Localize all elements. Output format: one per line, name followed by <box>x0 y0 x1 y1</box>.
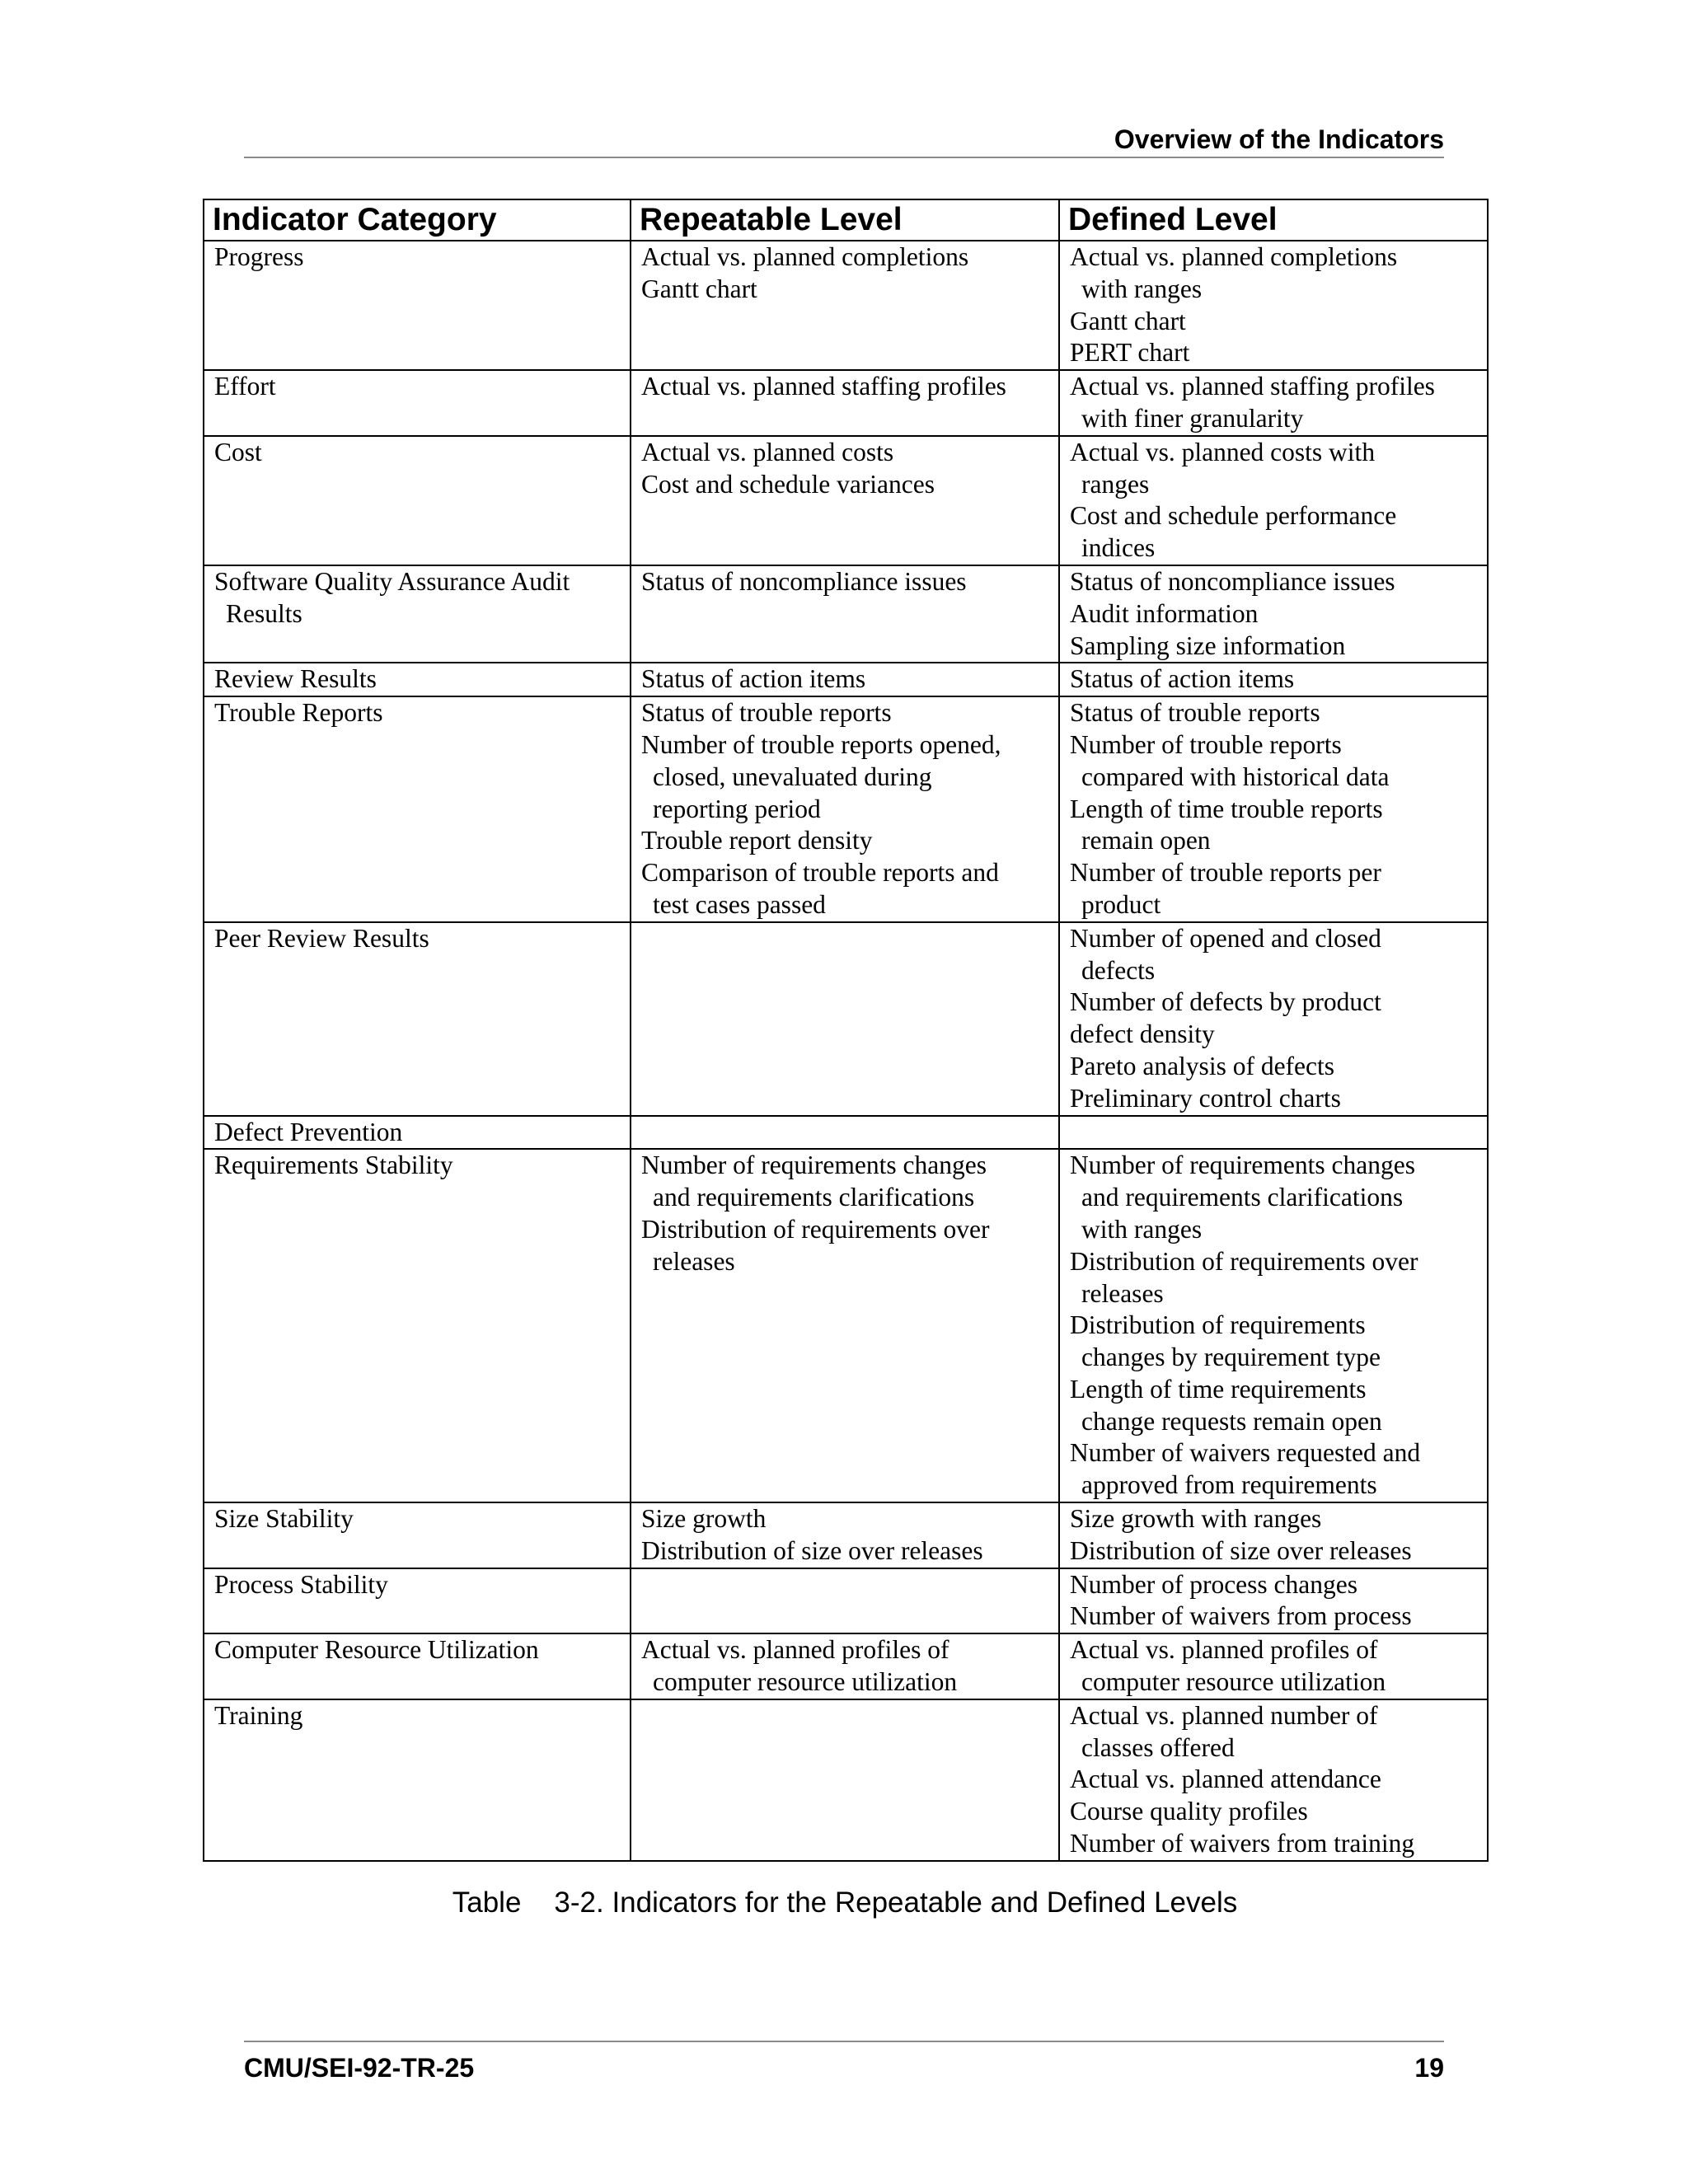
table-header <box>204 199 1488 241</box>
cell-line: Distribution of requirements over <box>1070 1246 1418 1276</box>
cell-line: Number of waivers from process <box>1070 1601 1412 1631</box>
cell-line: Software Quality Assurance Audit <box>214 566 570 596</box>
cell-line: Number of waivers requested and <box>1070 1438 1421 1468</box>
cell-line: compared with historical data <box>1081 762 1390 791</box>
cell-line: classes offered <box>1081 1732 1235 1762</box>
cell-line: Number of waivers from training <box>1070 1829 1415 1858</box>
cell-line: Status of trouble reports <box>1070 698 1320 728</box>
defined-cell <box>1059 241 1488 370</box>
cell-line: Status of noncompliance issues <box>641 566 967 596</box>
cell-line: Cost <box>214 437 262 466</box>
repeatable-cell <box>631 1502 1059 1568</box>
cell-line: Size growth with ranges <box>1070 1504 1322 1534</box>
cell-line: Number of requirements changes <box>641 1151 987 1180</box>
cell-line: Status of action items <box>1070 664 1295 694</box>
cell-line: Actual vs. planned attendance <box>1070 1765 1381 1794</box>
repeatable-cell <box>631 696 1059 922</box>
cell-line: computer resource utilization <box>1081 1667 1386 1697</box>
table-row <box>204 436 1488 565</box>
cell-line: change requests remain open <box>1081 1406 1382 1436</box>
defined-cell <box>1059 1502 1488 1568</box>
cell-line: with ranges <box>1081 274 1203 303</box>
cell-line: closed, unevaluated during <box>653 762 932 791</box>
cell-line: Results <box>226 598 302 628</box>
cell-line: ranges <box>1081 469 1150 499</box>
category-cell <box>204 1149 631 1502</box>
defined-cell <box>1059 1699 1488 1861</box>
cell-line: and requirements clarifications <box>1081 1183 1404 1212</box>
table-row <box>204 1502 1488 1568</box>
table-row <box>204 1699 1488 1861</box>
category-cell <box>204 565 631 663</box>
table-row <box>204 241 1488 370</box>
cell-line: Comparison of trouble reports and <box>641 858 999 888</box>
table-row <box>204 922 1488 1116</box>
defined-cell <box>1059 1116 1488 1150</box>
cell-line: Number of trouble reports <box>1070 729 1342 759</box>
cell-line: Number of process changes <box>1070 1569 1358 1599</box>
category-cell <box>204 696 631 922</box>
column-header-defined-level: Defined Level <box>1059 199 1488 241</box>
cell-line: Number of requirements changes <box>1070 1151 1415 1180</box>
cell-line: Size growth <box>641 1504 767 1534</box>
cell-line: with finer granularity <box>1081 403 1304 433</box>
defined-cell <box>1059 1568 1488 1634</box>
table-row <box>204 1568 1488 1634</box>
cell-line: Number of trouble reports per <box>1070 858 1381 888</box>
cell-line: Review Results <box>214 664 377 694</box>
cell-line: Defect Prevention <box>214 1117 403 1146</box>
table-row <box>204 663 1488 696</box>
cell-line: Actual vs. planned costs <box>641 437 894 466</box>
cell-line: Actual vs. planned completions <box>641 242 969 271</box>
cell-line: product <box>1081 889 1161 919</box>
table-row <box>204 370 1488 436</box>
cell-line: Length of time requirements <box>1070 1374 1367 1404</box>
table-row <box>204 1116 1488 1150</box>
cell-line: indices <box>1081 533 1156 563</box>
table-body <box>204 241 1488 1861</box>
category-cell <box>204 1568 631 1634</box>
cell-line: Gantt chart <box>1070 306 1186 335</box>
category-cell <box>204 1699 631 1861</box>
cell-line: Preliminary control charts <box>1070 1083 1341 1113</box>
caption-text: 3-2. Indicators for the Repeatable and Defined Levels <box>554 1886 1238 1919</box>
repeatable-cell <box>631 1149 1059 1502</box>
defined-cell <box>1059 436 1488 565</box>
cell-line: Trouble Reports <box>214 698 383 728</box>
repeatable-cell <box>631 1568 1059 1634</box>
column-header-indicator-category: Indicator Category <box>204 199 631 241</box>
cell-line: Sampling size information <box>1070 630 1346 660</box>
category-cell <box>204 436 631 565</box>
table-row <box>204 1633 1488 1699</box>
repeatable-cell <box>631 1116 1059 1150</box>
cell-line: Cost and schedule variances <box>641 469 935 499</box>
category-cell <box>204 1633 631 1699</box>
cell-line: approved from requirements <box>1081 1470 1377 1500</box>
cell-line: releases <box>1081 1278 1164 1308</box>
indicators-table <box>203 199 1489 1862</box>
cell-line: remain open <box>1081 826 1211 855</box>
cell-line: Status of noncompliance issues <box>1070 566 1395 596</box>
cell-line: reporting period <box>653 794 821 823</box>
cell-line: Distribution of requirements over <box>641 1214 990 1244</box>
cell-line: Computer Resource Utilization <box>214 1635 539 1665</box>
cell-line: Cost and schedule performance <box>1070 501 1397 531</box>
running-header-title: Overview of the Indicators <box>1114 124 1444 154</box>
running-footer <box>244 2041 1444 2085</box>
cell-line: computer resource utilization <box>653 1667 958 1697</box>
category-cell <box>204 241 631 370</box>
cell-line: Trouble report density <box>641 826 873 855</box>
cell-line: PERT chart <box>1070 338 1190 368</box>
cell-line: and requirements clarifications <box>653 1183 975 1212</box>
category-cell <box>204 663 631 696</box>
repeatable-cell <box>631 663 1059 696</box>
cell-line: Number of trouble reports opened, <box>641 729 1001 759</box>
cell-line: Distribution of requirements <box>1070 1310 1366 1340</box>
table-header-row <box>204 199 1488 241</box>
cell-line: releases <box>653 1246 735 1276</box>
cell-line: Gantt chart <box>641 274 757 303</box>
cell-line: Distribution of size over releases <box>641 1535 983 1565</box>
table-row <box>204 1149 1488 1502</box>
cell-line: Actual vs. planned profiles of <box>1070 1635 1378 1665</box>
cell-line: Process Stability <box>214 1569 388 1599</box>
cell-line: Audit information <box>1070 598 1259 628</box>
cell-line: defect density <box>1070 1019 1215 1049</box>
cell-line: Actual vs. planned profiles of <box>641 1635 950 1665</box>
cell-line: Status of action items <box>641 664 866 694</box>
cell-line: Progress <box>214 242 304 271</box>
category-cell <box>204 370 631 436</box>
defined-cell <box>1059 1633 1488 1699</box>
cell-line: Actual vs. planned staffing profiles <box>1070 372 1435 401</box>
cell-line: Actual vs. planned costs with <box>1070 437 1376 466</box>
cell-line: Course quality profiles <box>1070 1797 1308 1826</box>
cell-line: defects <box>1081 955 1156 985</box>
cell-line: Pareto analysis of defects <box>1070 1051 1335 1080</box>
defined-cell <box>1059 1149 1488 1502</box>
repeatable-cell <box>631 1699 1059 1861</box>
repeatable-cell <box>631 1633 1059 1699</box>
caption-label: Table <box>452 1886 522 1919</box>
cell-line: Distribution of size over releases <box>1070 1535 1412 1565</box>
cell-line: Actual vs. planned number of <box>1070 1700 1378 1730</box>
repeatable-cell <box>631 922 1059 1116</box>
repeatable-cell <box>631 370 1059 436</box>
running-header <box>244 122 1444 158</box>
table-row <box>204 565 1488 663</box>
cell-line: Number of opened and closed <box>1070 923 1381 953</box>
cell-line: Status of trouble reports <box>641 698 892 728</box>
category-cell <box>204 1502 631 1568</box>
cell-line: with ranges <box>1081 1214 1203 1244</box>
cell-line: Peer Review Results <box>214 923 429 953</box>
category-cell <box>204 922 631 1116</box>
report-id: CMU/SEI-92-TR-25 <box>244 2053 475 2083</box>
repeatable-cell <box>631 436 1059 565</box>
defined-cell <box>1059 922 1488 1116</box>
defined-cell <box>1059 565 1488 663</box>
cell-line: test cases passed <box>653 889 826 919</box>
cell-line: changes by requirement type <box>1081 1343 1381 1372</box>
cell-line: Actual vs. planned staffing profiles <box>641 372 1006 401</box>
defined-cell <box>1059 370 1488 436</box>
table-caption <box>203 1885 1487 1921</box>
defined-cell <box>1059 696 1488 922</box>
cell-line: Size Stability <box>214 1504 354 1534</box>
cell-line: Training <box>214 1700 303 1730</box>
cell-line: Length of time trouble reports <box>1070 794 1383 823</box>
category-cell <box>204 1116 631 1150</box>
cell-line: Requirements Stability <box>214 1151 453 1180</box>
cell-line: Effort <box>214 372 276 401</box>
table-row <box>204 696 1488 922</box>
column-header-repeatable-level: Repeatable Level <box>631 199 1059 241</box>
repeatable-cell <box>631 565 1059 663</box>
defined-cell <box>1059 663 1488 696</box>
cell-line: Number of defects by product <box>1070 987 1381 1017</box>
page-number: 19 <box>1414 2053 1444 2083</box>
cell-line: Actual vs. planned completions <box>1070 242 1398 271</box>
repeatable-cell <box>631 241 1059 370</box>
